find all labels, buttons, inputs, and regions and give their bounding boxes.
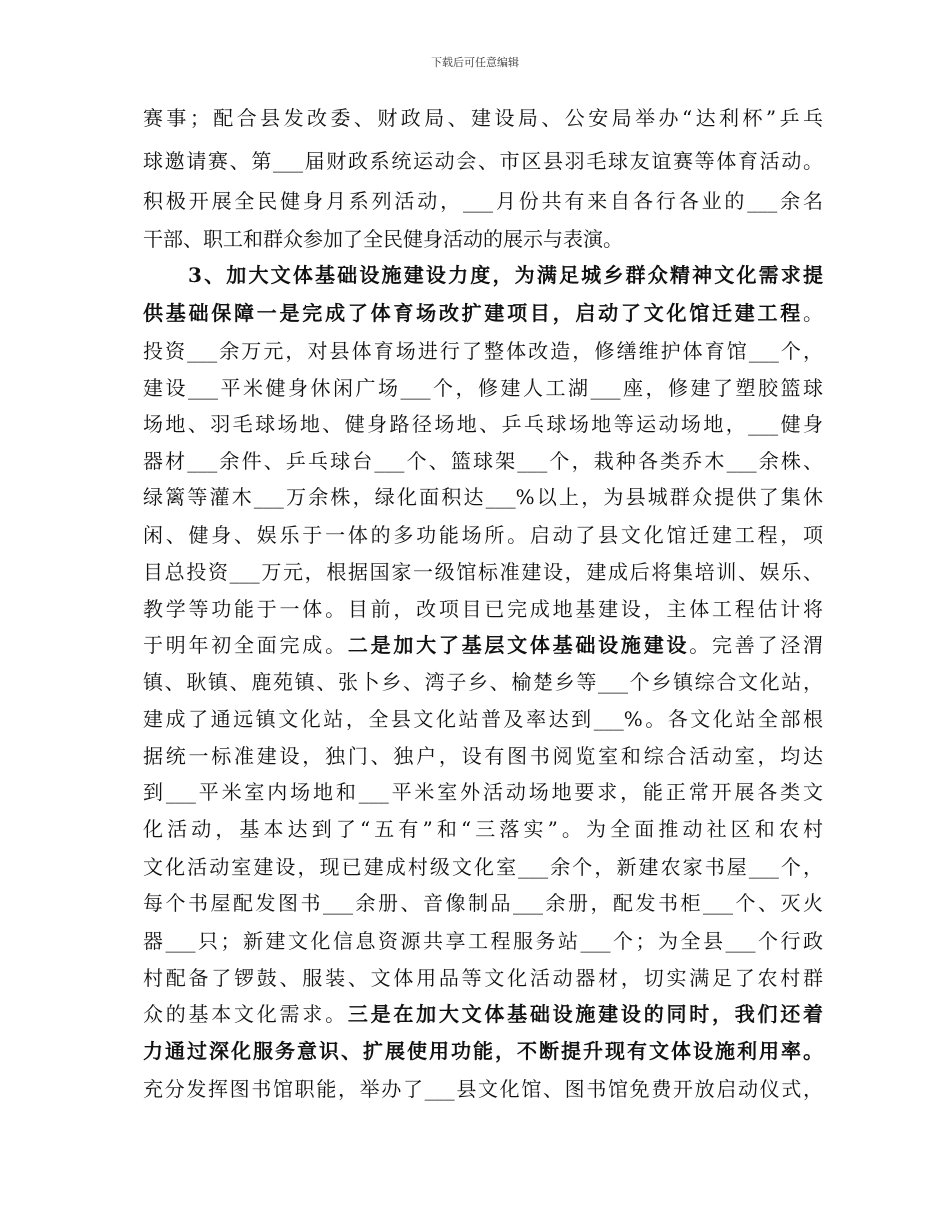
text-line [143, 595, 823, 623]
text-span: 干部、职工和群众参加了全民健身活动的展示与表演。 [143, 227, 623, 251]
text-span: 投资___余万元，对县体育场进行了整体改造，修缮维护体育馆___个， [143, 339, 823, 363]
text-line [143, 778, 823, 806]
bold-text: 供基础保障一是完成了体育场改扩建项目，启动了文化馆迁建工程 [143, 301, 803, 325]
text-span: 目总投资___万元，根据国家一级馆标准建设，建成后将集培训、娱乐、 [143, 560, 823, 584]
text-span: 。 [803, 301, 823, 325]
text-span: 器材___余件、乒乓球台___个、篮球架___个，栽种各类乔木___余株、 [143, 449, 823, 473]
text-line [143, 853, 823, 881]
text-span: 每个书屋配发图书___余册、音像制品___余册，配发书柜___个、灭火 [143, 891, 823, 915]
bold-text: 3、加大文体基础设施建设力度，为满足城乡群众精神文化需求提 [188, 263, 823, 287]
text-line [143, 299, 823, 327]
bold-text: 三是在加大文体基础设施建设的同时，我们还着 [347, 1002, 824, 1026]
text-line [143, 187, 823, 215]
text-line [143, 521, 823, 549]
text-span: 化活动，基本达到了“五有”和“三落实”。为全面推动社区和农村 [143, 817, 823, 841]
text-line [143, 104, 823, 132]
text-span: 充分发挥图书馆职能，举办了___县文化馆、图书馆免费开放启动仪式， [143, 1077, 823, 1101]
text-span: 于明年初全面完成。 [143, 633, 348, 657]
text-line [143, 1037, 823, 1065]
text-span: 镇、耿镇、鹿苑镇、张卜乡、湾子乡、榆楚乡等___个乡镇综合文化站， [143, 670, 823, 694]
text-line [143, 742, 823, 770]
text-span: 积极开展全民健身月系列活动，___月份共有来自各行各业的___余名 [143, 189, 823, 213]
text-span: 教学等功能于一体。目前，改项目已完成地基建设，主体工程估计将 [143, 597, 823, 621]
text-span: 建设___平米健身休闲广场___个，修建人工湖___座，修建了塑胶篮球 [143, 376, 823, 400]
text-line [143, 447, 823, 475]
text-line [143, 147, 823, 175]
text-span: 据统一标准建设，独门、独户，设有图书阅览室和综合活动室，均达 [143, 744, 823, 768]
text-line [143, 964, 823, 992]
text-line [143, 631, 823, 659]
text-span: 众的基本文化需求。 [143, 1002, 348, 1026]
page-header: 下载后可任意编辑 [431, 56, 519, 69]
text-line [143, 889, 823, 917]
text-line [143, 927, 823, 955]
text-line [143, 1000, 823, 1028]
text-line [143, 337, 823, 365]
text-line [143, 705, 823, 733]
text-span: 闲、健身、娱乐于一体的多功能场所。启动了县文化馆迁建工程，项 [143, 523, 823, 547]
text-span: 到___平米室内场地和___平米室外活动场地要求，能正常开展各类文 [143, 780, 823, 804]
text-span: 。完善了泾渭 [689, 633, 824, 657]
text-line [188, 261, 823, 289]
bold-text: 力通过深化服务意识、扩展使用功能，不断提升现有文体设施利用率。 [143, 1039, 823, 1063]
text-line [143, 225, 823, 253]
text-line [143, 668, 823, 696]
text-line [143, 815, 823, 843]
bold-text: 二是加大了基层文体基础设施建设 [347, 633, 690, 657]
text-line [143, 374, 823, 402]
text-span: 文化活动室建设，现已建成村级文化室___余个，新建农家书屋___个， [143, 855, 823, 879]
text-span: 赛事；配合县发改委、财政局、建设局、公安局举办“达利杯”乒乓 [143, 106, 823, 130]
text-line [143, 558, 823, 586]
text-span: 村配备了锣鼓、服装、文体用品等文化活动器材，切实满足了农村群 [143, 966, 823, 990]
text-span: 器___只；新建文化信息资源共享工程服务站___个；为全县___个行政 [143, 929, 823, 953]
text-span: 球邀请赛、第___届财政系统运动会、市区县羽毛球友谊赛等体育活动。 [143, 149, 823, 173]
text-line [143, 1075, 823, 1103]
text-line [143, 410, 823, 438]
text-span: 建成了通远镇文化站，全县文化站普及率达到___%。各文化站全部根 [143, 707, 823, 731]
text-span: 场地、羽毛球场地、健身路径场地、乒乓球场地等运动场地，___健身 [143, 412, 823, 436]
text-line [143, 483, 823, 511]
text-span: 绿篱等灌木___万余株，绿化面积达___%以上，为县城群众提供了集休 [143, 485, 823, 509]
